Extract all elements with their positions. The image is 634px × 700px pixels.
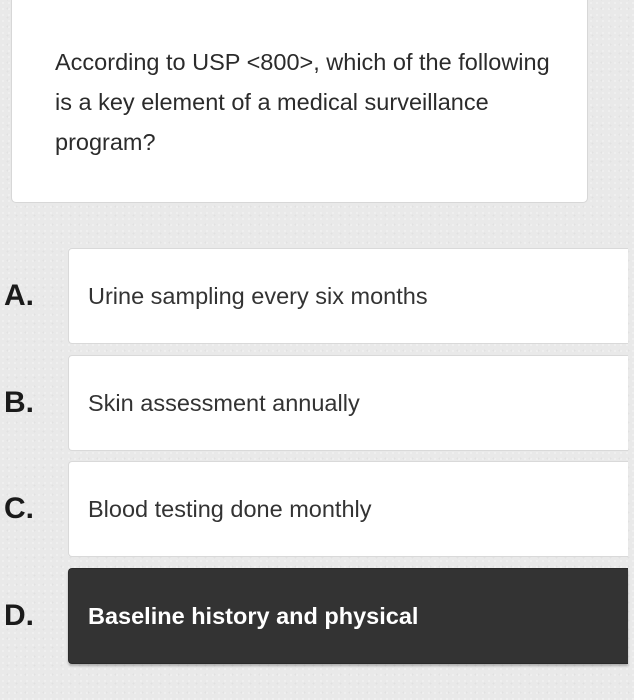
option-row-a [0,248,634,344]
option-row-c [0,461,634,557]
question-text: According to USP <800>, which of the following is a key element of a medical surveillance program? [55,49,550,155]
answer-option-b[interactable] [68,355,628,451]
option-label: Blood testing done monthly [88,496,372,522]
option-label: Skin assessment annually [88,390,360,416]
option-label: Urine sampling every six months [88,283,428,309]
answer-option-a[interactable] [68,248,628,344]
option-letter: A. [4,279,34,312]
option-row-b [0,355,634,451]
answer-option-d[interactable] [68,568,628,664]
option-label: Baseline history and physical [88,603,419,629]
option-letter: D. [4,599,34,632]
option-letter: C. [4,492,34,525]
answer-option-c[interactable] [68,461,628,557]
question-card [11,0,588,203]
option-letter: B. [4,386,34,419]
option-row-d [0,568,634,664]
